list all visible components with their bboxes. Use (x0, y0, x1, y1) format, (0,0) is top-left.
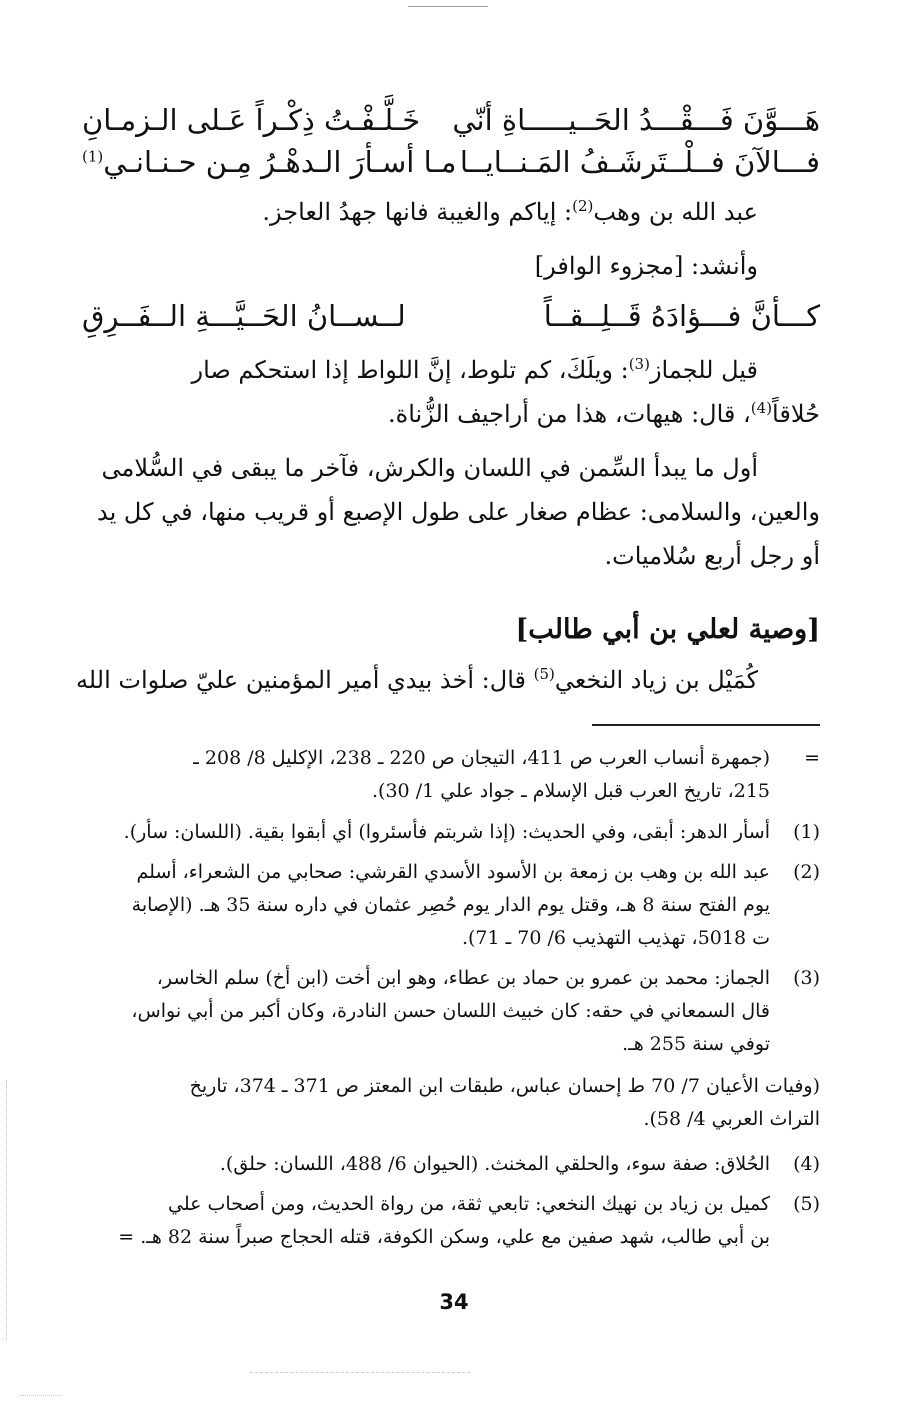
footnote-ref: (5) (533, 665, 555, 683)
page-number: 34 (439, 1290, 469, 1314)
footnote-2 (80, 856, 820, 955)
footnote-number: (1) (793, 821, 820, 843)
footnote-body (80, 1188, 770, 1254)
footnote-3 (80, 962, 820, 1061)
scan-top-mark (408, 6, 488, 7)
scan-edge-mark (20, 1395, 60, 1396)
footnote-line: توفي سنة 255 هـ. (622, 1033, 770, 1055)
footnote-body (80, 1148, 770, 1181)
scan-edge-mark (6, 1080, 7, 1340)
footnote-ref: (1) (82, 147, 104, 166)
text: حُلاقاً (772, 400, 820, 428)
scan-edge-mark (250, 1372, 470, 1373)
footnote-line: كميل بن زياد بن نهيك النخعي: تابعي ثقة، من رواة الحديث، ومن أصحاب علي (168, 1193, 770, 1215)
footnote-number: (4) (793, 1153, 820, 1175)
footnote-body (80, 816, 770, 849)
footnote-number: (5) (793, 1193, 820, 1215)
verse-hemistich-left: خَـلَّـفْـتُ ذِكْـراً عَـلى الـزمـانِ (82, 103, 421, 137)
text: ، قال: هيهات، هذا من أراجيف الزُّناة. (388, 400, 751, 428)
footnote-number: (3) (793, 967, 820, 989)
footnote-line: التراث العربي 4/ 58). (643, 1108, 820, 1130)
text: كُمَيْل بن زياد النخعي (554, 666, 758, 694)
footnote-line: (وفيات الأعيان 7/ 70 ط إحسان عباس، طبقات ابن المعتز ص 371 ـ 374، تاريخ (189, 1075, 820, 1097)
footnote-body (80, 742, 770, 808)
footnote-ref: (4) (750, 399, 773, 417)
footnote-ref: (2) (572, 197, 594, 215)
footnote-1 (80, 816, 820, 849)
verse-text: مـا أسـأرَ الـدهْـرُ مِـن حـنـانـي (103, 145, 457, 179)
footnote-number: (2) (793, 861, 820, 883)
text: : إياكم والغيبة فانها جهدُ العاجز. (262, 198, 573, 226)
verse-line-1 (82, 100, 820, 140)
footnote-line: يوم الفتح سنة 8 هـ، وقتل يوم الدار يوم حُصِر عثمان في داره سنة 35 هـ. (الإصابة (131, 894, 770, 916)
text: قال: أخذ بيدي أمير المؤمنين عليّ صلوات الله (75, 666, 534, 694)
verse-hemistich-left (82, 142, 456, 182)
footnote-line: الحُلاق: صفة سوء، والحلقي المخنث. (الحيوان 6/ 488، اللسان: حلق). (219, 1153, 770, 1175)
paragraph-salama-line1: أول ما يبدأ السِّمن في اللسان والكرش، فآخر ما يبقى في السُّلامى (101, 454, 758, 482)
footnote-line: (جمهرة أنساب العرب ص 411، التيجان ص 220 ـ 238، الإكليل 8/ 208 ـ (193, 747, 770, 769)
footnote-line: الجماز: محمد بن عمرو بن حماد بن عطاء، وهو ابن أخت (ابن أخ) سلم الخاسر، (156, 967, 770, 989)
text: قيل للجماز (649, 356, 758, 384)
paragraph-jammaz-line1 (80, 348, 758, 392)
text: : ويلَكَ، كم تلوط، إنَّ اللواط إذا استحكم صار (191, 356, 629, 384)
verse-hemistich-left: لــســانُ الحَــيَّـــةِ الــفَــرِقِ (82, 299, 406, 333)
footnote-body (80, 1070, 820, 1136)
footnote-line: أسأر الدهر: أبقى، وفي الحديث: (إذا شربتم فأسئروا) أي أبقوا بقية. (اللسان: سأر). (123, 821, 770, 843)
verse-line-3 (82, 296, 820, 336)
footnote-body (80, 962, 770, 1061)
paragraph-jammaz-line2 (80, 392, 820, 436)
footnote-3-sources (80, 1070, 820, 1136)
section-heading: [وصية لعلي بن أبي طالب] (515, 614, 820, 645)
paragraph-kumayl (75, 658, 758, 702)
footnote-line: بن أبي طالب، شهد صفين مع علي، وسكن الكوفة، قتله الحجاج صبراً سنة 82 هـ. = (118, 1226, 770, 1248)
paragraph-salama-line2: والعين، والسلامى: عظام صغار على طول الإصبع أو قريب منها، في كل يد (97, 498, 820, 526)
verse-hemistich-right: فـــالآنَ فــلْــتَرشَـفُ المَـنــايــا (459, 145, 820, 179)
paragraph-anshad: وأنشد: [مجزوء الوافر] (534, 252, 758, 280)
paragraph-abdullah (80, 190, 758, 234)
footnote-4 (80, 1148, 820, 1181)
footnote-continued (80, 742, 820, 808)
verse-line-2 (82, 142, 820, 182)
paragraph-salama-line3: أو رجل أربع سُلاميات. (604, 542, 820, 570)
footnote-line: عبد الله بن وهب بن زمعة بن الأسود الأسدي القرشي: صحابي من الشعراء، أسلم (136, 861, 770, 883)
verse-hemistich-right: كـــأنَّ فـــؤادَهُ قَــلِــقــاً (543, 299, 820, 333)
text: عبد الله بن وهب (593, 198, 758, 226)
footnote-line: 215، تاريخ العرب قبل الإسلام ـ جواد علي 1/ 30). (372, 780, 770, 802)
footnote-body (80, 856, 770, 955)
footnote-5 (80, 1188, 820, 1254)
footnote-separator (592, 724, 820, 726)
verse-hemistich-right: هَـــوَّنَ فَـــقْـــدُ الحَــيـــــاةِ أنّي (452, 103, 820, 137)
footnote-line: ت 5018، تهذيب التهذيب 6/ 70 ـ 71). (461, 927, 770, 949)
footnote-ref: (3) (628, 355, 650, 373)
footnote-number: = (804, 747, 820, 769)
footnote-line: قال السمعاني في حقه: كان خبيث اللسان حسن النادرة، وكان أكبر من أبي نواس، (131, 1000, 770, 1022)
